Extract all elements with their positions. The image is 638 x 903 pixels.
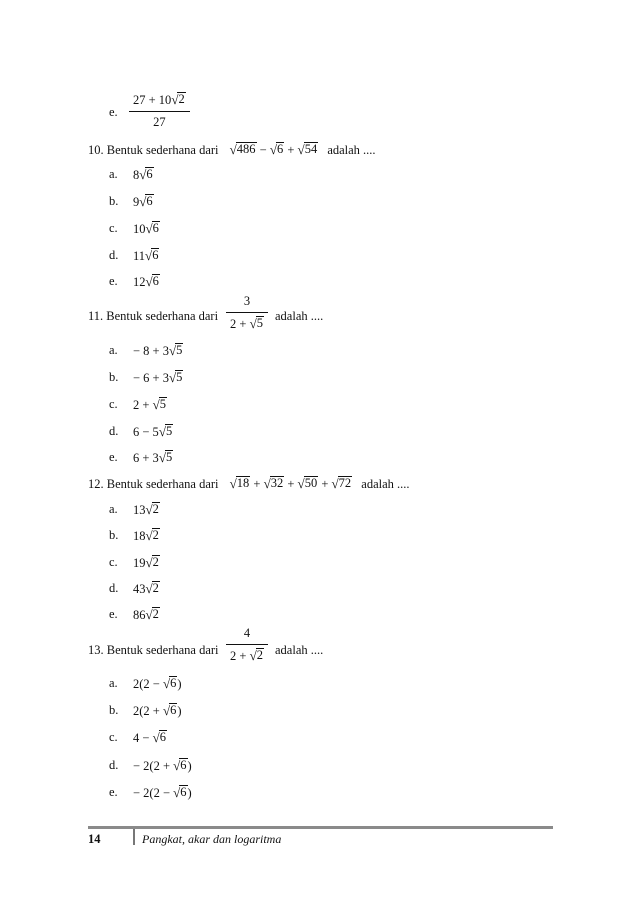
fraction: 4 2 + √ 2 — [226, 626, 268, 664]
fraction: 3 2 + √ 5 — [226, 294, 268, 332]
sqrt: √ 2 — [249, 648, 263, 664]
sqrt: √ 6 — [145, 248, 159, 264]
sqrt: √ 2 — [145, 607, 159, 623]
sqrt: √ 2 — [171, 92, 185, 108]
question-stem — [88, 142, 376, 158]
sqrt: √ 5 — [249, 316, 263, 332]
sqrt: √ 2 — [145, 555, 159, 571]
footer-separator — [133, 829, 135, 845]
question-stem — [88, 309, 218, 324]
question-text: Bentuk sederhana dari — [106, 643, 219, 657]
sqrt: √ 6 — [139, 194, 153, 210]
sqrt: √ 6 — [162, 676, 177, 692]
question-tail: adalah .... — [275, 643, 324, 657]
sqrt: √ 6 — [173, 785, 187, 801]
sqrt: √ 6 — [145, 274, 159, 290]
sqrt: √ 54 — [297, 142, 318, 158]
sqrt: √ 2 — [145, 528, 159, 544]
fraction — [129, 92, 190, 130]
question-text: Bentuk sederhana dari — [106, 477, 219, 492]
question-tail: adalah .... — [327, 143, 376, 158]
page-number: 14 — [88, 832, 101, 846]
sqrt: √ 5 — [168, 370, 183, 386]
question-stem — [88, 476, 410, 492]
numerator: 3 — [243, 294, 251, 308]
option-letter: e. — [109, 105, 118, 119]
sqrt: √ 6 — [173, 758, 187, 774]
denominator: 27 — [153, 115, 166, 130]
question-tail: adalah .... — [361, 477, 410, 492]
sqrt: √ 5 — [158, 424, 173, 440]
expression: √ 486 − √ 6 + √ 54 — [229, 142, 318, 158]
sqrt: √ 6 — [139, 167, 153, 183]
question-text: Bentuk sederhana dari — [106, 309, 219, 323]
footer-title: Pangkat, akar dan logaritma — [142, 832, 282, 846]
question-text: Bentuk sederhana dari — [106, 143, 219, 158]
sqrt: √ 5 — [168, 343, 183, 359]
sqrt: √ 2 — [145, 581, 159, 597]
sqrt: √ 6 — [152, 730, 166, 746]
numerator-text: 27 + 10 — [133, 93, 172, 108]
radicand: 2 — [178, 92, 185, 106]
sqrt: √ 5 — [158, 450, 173, 466]
question-tail: adalah .... — [275, 309, 324, 323]
sqrt: √ 32 — [263, 476, 284, 492]
question-stem — [88, 643, 219, 658]
sqrt: √ 50 — [297, 476, 318, 492]
sqrt: √ 18 — [229, 476, 250, 492]
numerator: 4 — [243, 626, 251, 640]
question-number: 12. — [88, 477, 104, 492]
sqrt: √ 486 — [229, 142, 256, 158]
sqrt: √ 5 — [152, 397, 166, 413]
sqrt: √ 72 — [331, 476, 352, 492]
sqrt: √ 6 — [145, 221, 159, 237]
question-number: 11. — [88, 309, 104, 323]
expression: √ 18 + √ 32 + √ 50 + √ 72 — [229, 476, 352, 492]
footer-rule — [88, 826, 553, 829]
question-number: 13. — [88, 643, 104, 657]
question-number: 10. — [88, 143, 104, 158]
sqrt: √ 6 — [269, 142, 284, 158]
sqrt: √ 2 — [145, 502, 159, 518]
sqrt: √ 6 — [162, 703, 177, 719]
